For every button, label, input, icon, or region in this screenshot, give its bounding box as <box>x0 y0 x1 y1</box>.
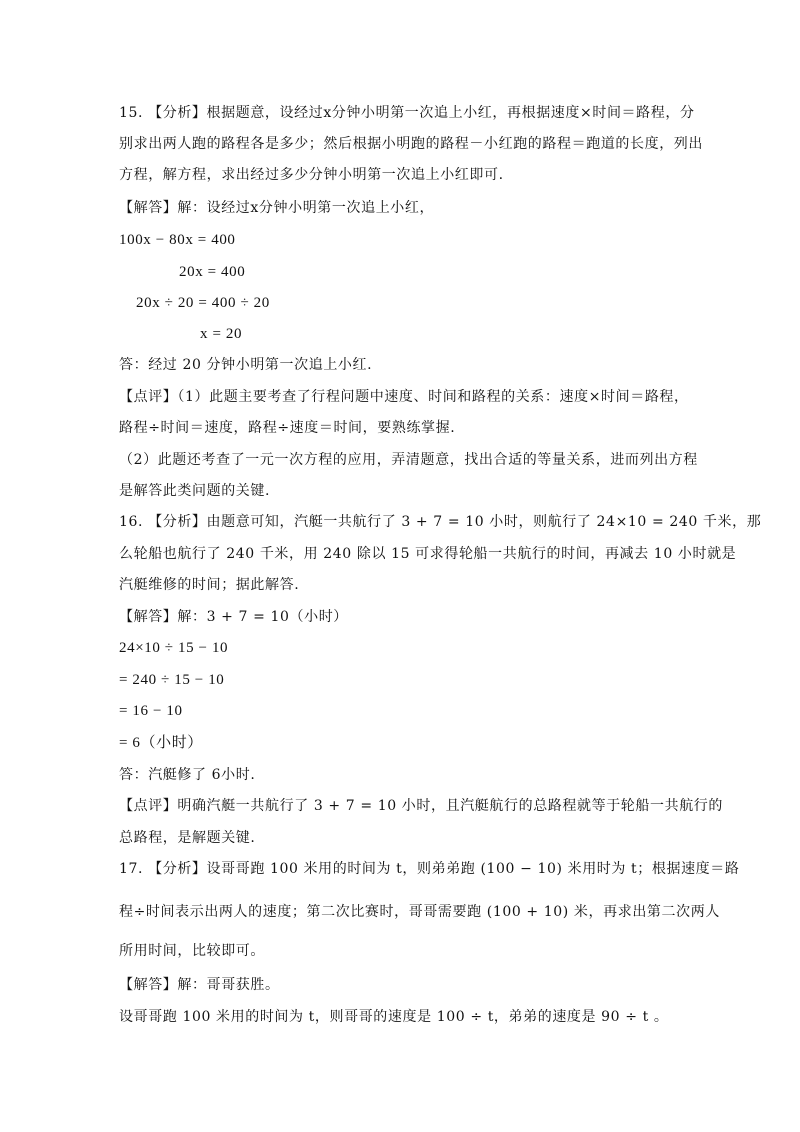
q16-calc-line-1: 24×10 ÷ 15 − 10 <box>119 640 229 656</box>
q16-comment-line-1: 【点评】明确汽艇一共航行了 3 + 7 = 10 小时，且汽艇航行的总路程就等于轮船一共航行的 <box>119 798 723 814</box>
q15-comment-line-1: 【点评】（1）此题主要考查了行程问题中速度、时间和路程的关系：速度×时间＝路程， <box>119 389 689 405</box>
q15-analysis-line-1: 15. 【分析】根据题意，设经过x分钟小明第一次追上小红，再根据速度×时间＝路程，分 <box>119 105 695 121</box>
q16-analysis-line-1: 16. 【分析】由题意可知，汽艇一共航行了 3 + 7 = 10 小时，则航行了 24×10 = 240 千米，那 <box>119 514 762 530</box>
q15-comment-line-2: 路程÷时间＝速度，路程÷速度＝时间，要熟练掌握. <box>119 420 456 436</box>
q15-equation-2: 20x = 400 <box>179 264 246 280</box>
q17-solution-intro: 【解答】解：哥哥获胜。 <box>119 977 280 993</box>
q15-solution-intro: 【解答】解：设经过x分钟小明第一次追上小红， <box>119 200 435 216</box>
q15-comment-line-4: 是解答此类问题的关键. <box>119 483 271 499</box>
q16-calc-line-3: = 16 − 10 <box>119 703 183 719</box>
q15-equation-4: x = 20 <box>200 326 243 342</box>
q16-analysis-line-2: 么轮船也航行了 240 千米，用 240 除以 15 可求得轮船一共航行的时间，再减去 10 小时就是 <box>119 546 737 562</box>
q15-comment-line-3: （2）此题还考查了一元一次方程的应用，弄清题意，找出合适的等量关系，进而列出方程 <box>119 452 698 468</box>
q16-analysis-line-3: 汽艇维修的时间；据此解答. <box>119 577 300 593</box>
q17-solution-line: 设哥哥跑 100 米用的时间为 t，则哥哥的速度是 100 ÷ t，弟弟的速度是 90 ÷ t 。 <box>119 1009 669 1025</box>
q15-analysis-line-3: 方程，解方程，求出经过多少分钟小明第一次追上小红即可. <box>119 167 504 183</box>
q17-analysis-line-3: 所用时间，比较即可。 <box>119 943 265 959</box>
q16-answer: 答：汽艇修了 6小时. <box>119 767 256 783</box>
q15-analysis-line-2: 别求出两人跑的路程各是多少；然后根据小明跑的路程－小红跑的路程＝跑道的长度，列出 <box>119 136 703 152</box>
q15-answer: 答：经过 20 分钟小明第一次追上小红. <box>119 357 373 373</box>
q16-calc-line-4: = 6（小时） <box>119 735 203 751</box>
q17-analysis-line-2: 程÷时间表示出两人的速度；第二次比赛时，哥哥需要跑 (100 + 10) 米，再求出第二次两人 <box>119 904 720 920</box>
q15-equation-1: 100x − 80x = 400 <box>119 232 236 248</box>
q15-equation-3: 20x ÷ 20 = 400 ÷ 20 <box>136 295 270 311</box>
q16-solution-intro: 【解答】解：3 + 7 = 10（小时） <box>119 609 348 625</box>
q16-comment-line-2: 总路程，是解题关键. <box>119 830 256 846</box>
q17-analysis-line-1: 17. 【分析】设哥哥跑 100 米用的时间为 t，则弟弟跑 (100 − 10) 米用时为 t；根据速度＝路 <box>119 861 740 877</box>
q16-calc-line-2: = 240 ÷ 15 − 10 <box>119 672 225 688</box>
